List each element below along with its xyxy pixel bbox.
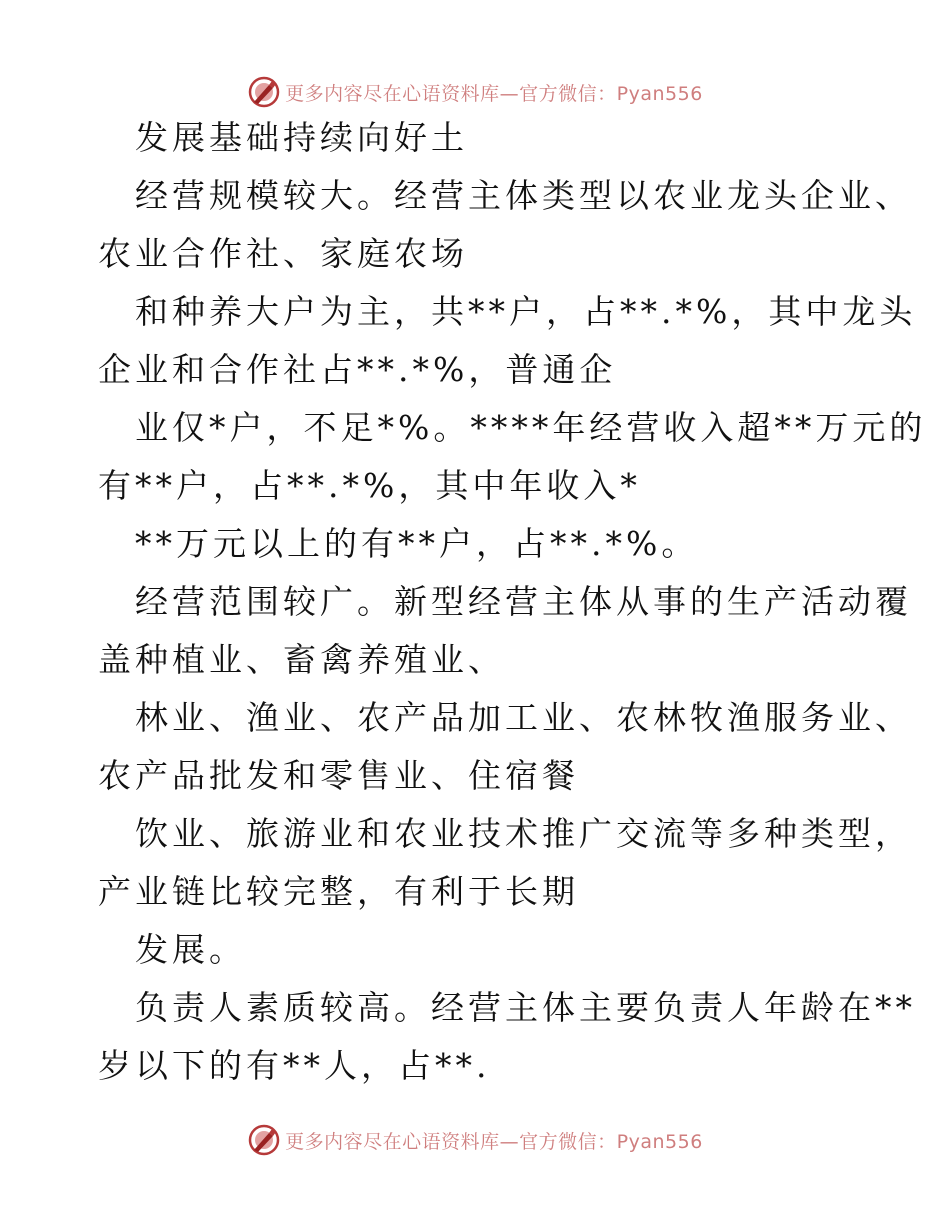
watermark-text: 更多内容尽在心语资料库—官方微信：Pyan556	[285, 1130, 703, 1153]
paragraph-line: 和种养大户为主，共**户，占**.*%，其中龙头	[135, 292, 917, 331]
watermark-header	[0, 70, 950, 114]
watermark-text: 更多内容尽在心语资料库—官方微信：Pyan556	[285, 82, 703, 105]
paragraph-line: 有**户，占**.*%，其中年收入*	[98, 466, 641, 505]
red-pen-circle-logo-icon	[247, 1123, 281, 1157]
paragraph-line: 岁以下的有**人，占**.	[98, 1046, 491, 1085]
paragraph-line: 经营范围较广。新型经营主体从事的生产活动覆	[135, 582, 912, 621]
paragraph-line: 农产品批发和零售业、住宿餐	[98, 756, 579, 795]
red-pen-circle-logo-icon	[247, 75, 281, 109]
paragraph-line: 产业链比较完整，有利于长期	[98, 872, 579, 911]
paragraph-line: 农业合作社、家庭农场	[98, 234, 468, 273]
paragraph-line: 经营规模较大。经营主体类型以农业龙头企业、	[135, 176, 912, 215]
paragraph-line: 发展。	[135, 930, 246, 969]
paragraph-line: 企业和合作社占**.*%，普通企	[98, 350, 617, 389]
paragraph-line: 林业、渔业、农产品加工业、农林牧渔服务业、	[135, 698, 912, 737]
paragraph-line: 发展基础持续向好土	[135, 118, 468, 157]
watermark-footer	[0, 1118, 950, 1162]
paragraph-line: 饮业、旅游业和农业技术推广交流等多种类型，	[135, 814, 912, 853]
paragraph-line: **万元以上的有**户，占**.*%。	[135, 524, 699, 563]
paragraph-line: 业仅*户，不足*%。****年经营收入超**万元的	[135, 408, 927, 447]
paragraph-line: 盖种植业、畜禽养殖业、	[98, 640, 505, 679]
paragraph-line: 负责人素质较高。经营主体主要负责人年龄在**	[135, 988, 916, 1027]
